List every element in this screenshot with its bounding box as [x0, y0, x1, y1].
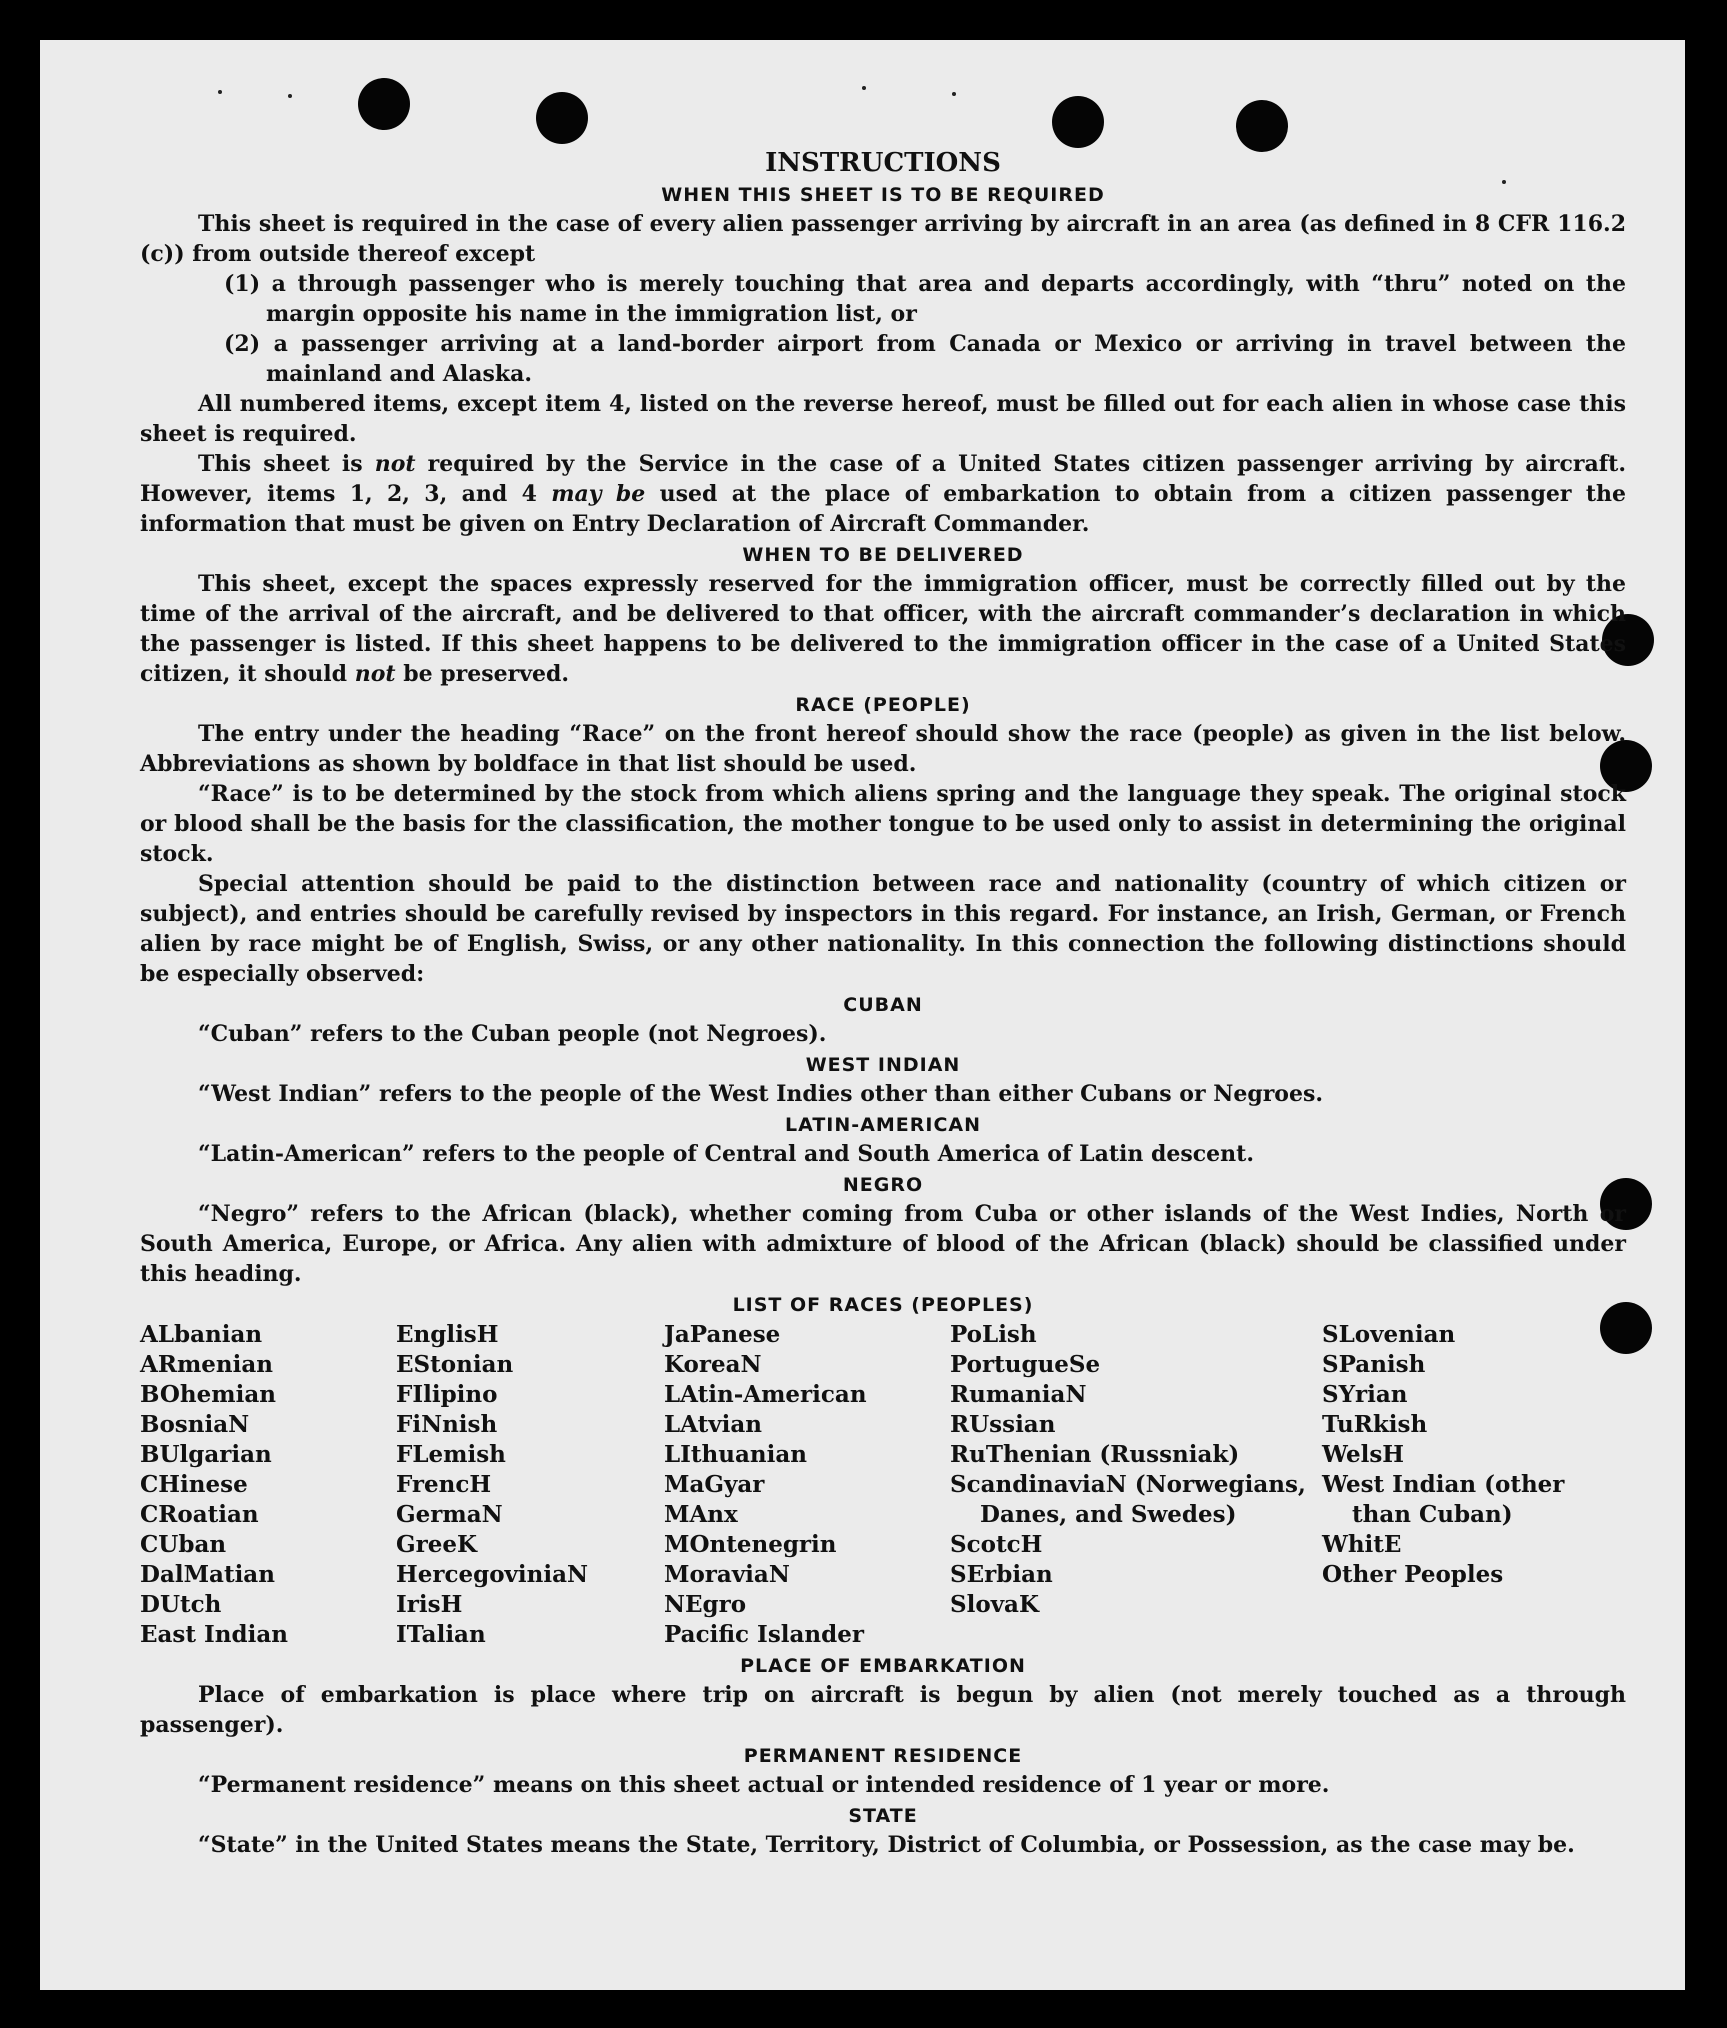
- race-entry: SPanish: [1322, 1351, 1426, 1378]
- race-entry: SYrian: [1322, 1381, 1408, 1408]
- race-entry: IrisH: [396, 1591, 463, 1618]
- race-entry: RuThenian (Russniak): [950, 1441, 1240, 1468]
- west-indian-definition: “West Indian” refers to the people of the West Indies other than either Cubans or Negroes.: [198, 1081, 1324, 1107]
- race-entry: FIlipino: [396, 1381, 498, 1408]
- citizen-text-c: used at the place of embarkation to obtain from a citizen passenger the information that must be given on Entry Declaration of Aircraft Commander.: [140, 481, 1627, 537]
- race-entry: MaGyar: [664, 1471, 765, 1498]
- heading-cuban: CUBAN: [843, 994, 923, 1016]
- race-entry: BUlgarian: [140, 1441, 272, 1468]
- citizen-paragraph: [140, 449, 1626, 539]
- page-title: INSTRUCTIONS: [765, 148, 1001, 178]
- race-entry: CUban: [140, 1531, 227, 1558]
- heading-race: RACE (PEOPLE): [795, 694, 971, 716]
- race-entry: FLemish: [396, 1441, 506, 1468]
- race-entry: MoraviaN: [664, 1561, 790, 1588]
- citizen-may-be: may be: [551, 481, 646, 507]
- delivered-text-b: be preserved.: [395, 661, 570, 687]
- document-page: [40, 40, 1685, 1990]
- race-entry: FiNnish: [396, 1411, 498, 1438]
- cuban-definition: “Cuban” refers to the Cuban people (not Negroes).: [198, 1021, 827, 1047]
- heading-state: STATE: [848, 1805, 918, 1827]
- race-entry: SErbian: [950, 1561, 1053, 1588]
- citizen-text-a: This sheet is: [198, 451, 375, 477]
- race-entry: DalMatian: [140, 1561, 275, 1588]
- delivered-paragraph: [140, 569, 1626, 689]
- heading-list-of-races: LIST OF RACES (PEOPLES): [732, 1294, 1034, 1316]
- citizen-not: not: [374, 451, 416, 477]
- punch-hole: [1052, 96, 1104, 148]
- race-entry: East Indian: [140, 1621, 288, 1648]
- race-entry: SLovenian: [1322, 1321, 1456, 1348]
- speck: [952, 92, 956, 96]
- race-entry: BosniaN: [140, 1411, 250, 1438]
- race-paragraph-1: The entry under the heading “Race” on the front hereof should show the race (people) as given in the list below. Abbreviations as shown by boldface in that list should be used.: [140, 721, 1626, 777]
- race-entry: SlovaK: [950, 1591, 1039, 1618]
- race-entry: ARmenian: [140, 1351, 274, 1378]
- heading-place-of-embarkation: PLACE OF EMBARKATION: [740, 1655, 1026, 1677]
- race-entry: DUtch: [140, 1591, 222, 1618]
- race-entry: RUssian: [950, 1411, 1056, 1438]
- race-paragraph-3: Special attention should be paid to the distinction between race and nationality (country of which citizen or subject), and entries should be carefully revised by inspectors in this regard. For instance, an Irish, German, or French alien by race might be of English, Swiss, or any other nationality. In this connection the following distinctions should be especially observed:: [140, 871, 1626, 987]
- race-entry: Pacific Islander: [664, 1621, 864, 1648]
- races-column-2: [396, 1320, 664, 1650]
- speck: [218, 90, 222, 94]
- races-column-3: [664, 1320, 950, 1650]
- race-entry: HercegoviniaN: [396, 1561, 589, 1588]
- race-entry: PortugueSe: [950, 1351, 1101, 1378]
- heading-negro: NEGRO: [842, 1174, 924, 1196]
- race-entry: BOhemian: [140, 1381, 276, 1408]
- race-entry: RumaniaN: [950, 1381, 1087, 1408]
- race-entry: NEgro: [664, 1591, 747, 1618]
- latin-american-definition: “Latin-American” refers to the people of Central and South America of Latin descent.: [198, 1141, 1254, 1167]
- delivered-not: not: [354, 661, 396, 687]
- race-entry: WelsH: [1322, 1441, 1405, 1468]
- heading-when-required: WHEN THIS SHEET IS TO BE REQUIRED: [661, 184, 1105, 206]
- exception-item-1: (1) a through passenger who is merely touching that area and departs accordingly, with “thru” noted on the margin opposite his name in the immigration list, or: [224, 271, 1626, 327]
- race-entry: GreeK: [396, 1531, 478, 1558]
- race-paragraph-2: “Race” is to be determined by the stock from which aliens spring and the language they speak. The original stock or blood shall be the basis for the classification, the mother tongue to be used only to assist in determining the original stock.: [140, 781, 1626, 867]
- race-entry: ALbanian: [140, 1321, 263, 1348]
- race-entry: Other Peoples: [1322, 1561, 1504, 1588]
- delivered-text-a: This sheet, except the spaces expressly reserved for the immigration officer, must be correctly filled out by the time of the arrival of the aircraft, and be delivered to that officer, with the aircraft commander’s declaration in which the passenger is listed. If this sheet happens to be delivered to the immigration officer in the case of a United States citizen, it should: [140, 571, 1626, 687]
- speck: [288, 94, 292, 98]
- race-entry: MOntenegrin: [664, 1531, 837, 1558]
- punch-hole: [1236, 100, 1288, 152]
- race-entry: ScotcH: [950, 1531, 1043, 1558]
- races-column-1: [140, 1320, 396, 1650]
- exception-item-2: (2) a passenger arriving at a land-border airport from Canada or Mexico or arriving in travel between the mainland and Alaska.: [224, 331, 1626, 387]
- citizen-text-b: required by the Service in the case of a United States citizen passenger arriving by aircraft. However, items 1, 2, 3, and 4: [140, 451, 1626, 507]
- races-column-5: [1322, 1320, 1590, 1650]
- race-entry: KoreaN: [664, 1351, 762, 1378]
- state-definition: “State” in the United States means the State, Territory, District of Columbia, or Possession, as the case may be.: [198, 1832, 1575, 1858]
- races-list: [140, 1320, 1626, 1650]
- race-entry: ITalian: [396, 1621, 486, 1648]
- instructions-content: [140, 148, 1626, 1860]
- heading-when-delivered: WHEN TO BE DELIVERED: [742, 544, 1024, 566]
- race-entry: ScandinaviaN (Norwegians, Danes, and Swedes): [950, 1471, 1306, 1528]
- race-entry: TuRkish: [1322, 1411, 1428, 1438]
- race-entry: West Indian (other than Cuban): [1322, 1471, 1565, 1528]
- punch-hole: [536, 92, 588, 144]
- race-entry: LIthuanian: [664, 1441, 807, 1468]
- embarkation-definition: Place of embarkation is place where trip on aircraft is begun by alien (not merely touched as a through passenger).: [140, 1682, 1626, 1738]
- race-entry: EStonian: [396, 1351, 514, 1378]
- race-entry: CRoatian: [140, 1501, 259, 1528]
- race-entry: JaPanese: [664, 1321, 781, 1348]
- speck: [862, 86, 866, 90]
- races-column-4: [950, 1320, 1322, 1650]
- race-entry: CHinese: [140, 1471, 248, 1498]
- race-entry: LAtin-American: [664, 1381, 867, 1408]
- race-entry: EnglisH: [396, 1321, 499, 1348]
- required-intro: This sheet is required in the case of every alien passenger arriving by aircraft in an area (as defined in 8 CFR 116.2 (c)) from outside thereof except: [140, 211, 1626, 267]
- race-entry: LAtvian: [664, 1411, 762, 1438]
- race-entry: WhitE: [1322, 1531, 1402, 1558]
- residence-definition: “Permanent residence” means on this sheet actual or intended residence of 1 year or more.: [198, 1772, 1330, 1798]
- heading-permanent-residence: PERMANENT RESIDENCE: [743, 1745, 1023, 1767]
- negro-definition: “Negro” refers to the African (black), whether coming from Cuba or other islands of the West Indies, North or South America, Europe, or Africa. Any alien with admixture of blood of the African (black) should be classified under this heading.: [140, 1201, 1626, 1287]
- punch-hole: [358, 78, 410, 130]
- heading-west-indian: WEST INDIAN: [805, 1054, 961, 1076]
- heading-latin-american: LATIN-AMERICAN: [785, 1114, 981, 1136]
- numbered-items-paragraph: All numbered items, except item 4, listed on the reverse hereof, must be filled out for each alien in whose case this sheet is required.: [140, 391, 1626, 447]
- race-entry: FrencH: [396, 1471, 492, 1498]
- race-entry: PoLish: [950, 1321, 1037, 1348]
- race-entry: GermaN: [396, 1501, 503, 1528]
- race-entry: MAnx: [664, 1501, 738, 1528]
